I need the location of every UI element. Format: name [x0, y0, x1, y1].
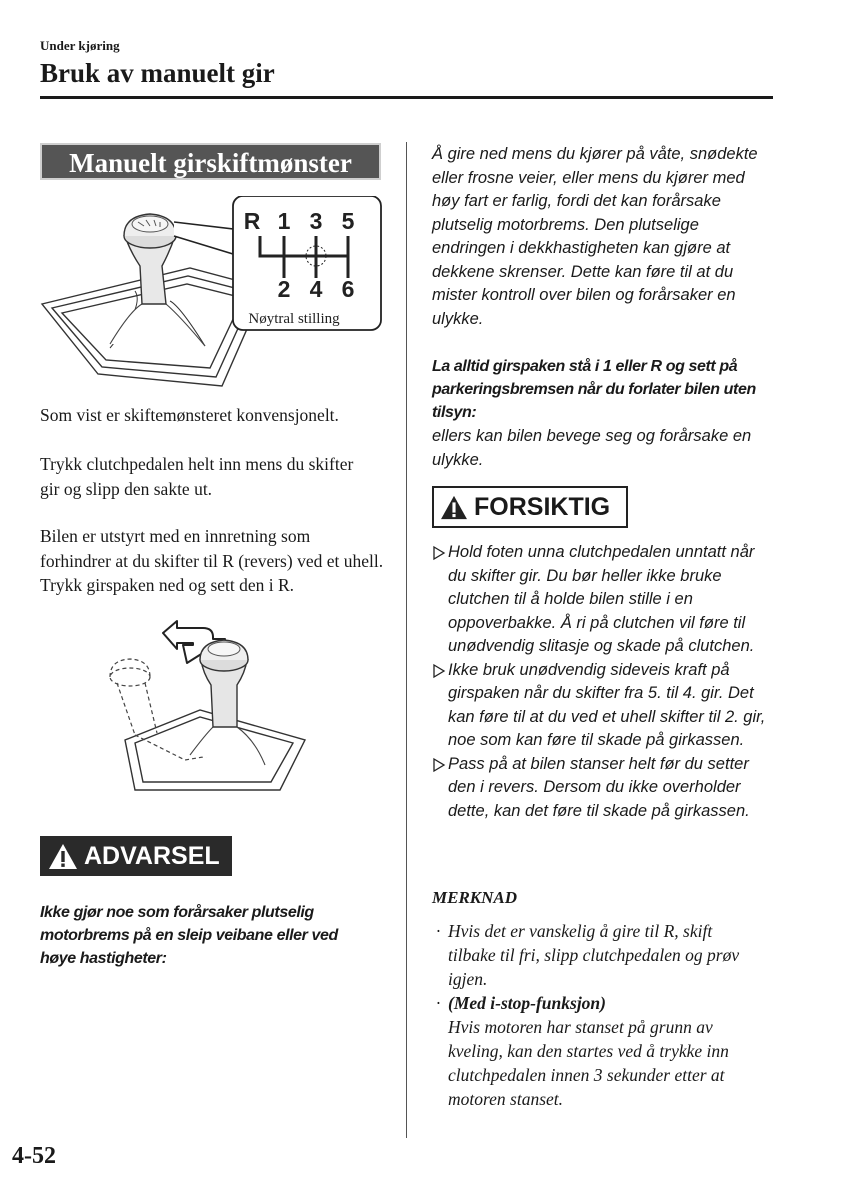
page-title: Bruk av manuelt gir: [40, 58, 275, 88]
note-list: [432, 919, 762, 1111]
gear-label-4: 4: [309, 276, 323, 302]
section-heading: Manuelt girskiftmønster: [40, 143, 381, 180]
caution-list: [432, 541, 772, 823]
gear-label-2: 2: [277, 276, 291, 302]
gear-label-3: 3: [309, 208, 323, 234]
neutral-label: Nøytral stilling: [248, 311, 340, 327]
note-heading: MERKNAD: [432, 888, 518, 907]
note-item: · Hvis det er vanskelig å gire til R, skift tilbake til fri, slipp clutchpedalen og prøv igjen.: [436, 921, 740, 989]
gear-label-6: 6: [341, 276, 355, 302]
bullet-dot-icon: ·: [436, 993, 441, 1013]
gear-label-r: R: [243, 208, 261, 234]
column-divider: [406, 142, 407, 1138]
caution-label: FORSIKTIG: [474, 492, 611, 521]
bullet-dot-icon: ·: [436, 921, 441, 941]
warning-label: ADVARSEL: [84, 841, 220, 870]
header-rule: [40, 96, 773, 99]
shift-pattern-illustration: [40, 196, 385, 391]
warning-triangle-icon: [48, 843, 78, 870]
caution-item: Ikke bruk unødvendig sideveis kraft på girspaken når du skifter fra 5. til 4. gir. Det kan føre til at du ved et uhell skifter til 2. gir, noe som kan føre til skade på girkassen.: [432, 659, 772, 753]
arrow-bullet-icon: [432, 753, 446, 775]
note-item: · (Med i-stop-funksjon) Hvis motoren har stanset på grunn av kveling, kan den startes ved å trykke inn clutchpedalen innen 3 sekunder etter at motoren stanset.: [436, 993, 729, 1109]
caution-triangle-icon: [440, 495, 468, 520]
gear-label-1: 1: [277, 208, 291, 234]
caution-item: Pass på at bilen stanser helt før du setter den i revers. Dersom du ikke overholder dette, kan det føre til skade på girkassen.: [432, 753, 772, 824]
warning-badge: [40, 836, 232, 876]
arrow-bullet-icon: [432, 659, 446, 681]
paragraph-reverse: Bilen er utstyrt med en innretning som forhindrer at du skifter til R (revers) ved et uhell. Trykk girspaken ned og sett den i R.: [40, 526, 384, 595]
reverse-shift-illustration: [105, 615, 315, 795]
gear-label-5: 5: [341, 208, 355, 234]
section-label: Under kjøring: [40, 38, 120, 53]
page-number: 4-52: [12, 1143, 56, 1169]
paragraph-clutch: Trykk clutchpedalen helt inn mens du skifter gir og slipp den sakte ut.: [40, 454, 354, 499]
warning-text: Ikke gjør noe som forårsaker plutselig motorbrems på en sleip veibane eller ved høye hastigheter:: [40, 904, 338, 967]
parking-warning-text: ellers kan bilen bevege seg og forårsake en ulykke.: [432, 427, 752, 469]
paragraph-pattern: Som vist er skiftemønsteret konvensjonelt.: [40, 405, 339, 425]
parking-warning-bold: La alltid girspaken stå i 1 eller R og sett på parkeringsbremsen når du forlater bilen uten tilsyn:: [432, 358, 756, 421]
caution-item: Hold foten unna clutchpedalen unntatt når du skifter gir. Du bør heller ikke bruke clutchen til å holde bilen stille i en oppoverbakke. Å ri på clutchen vil føre til unødvendig slitasje og skade på clutchen.: [432, 541, 772, 659]
caution-badge: [432, 486, 628, 528]
note-item-lead: (Med i-stop-funksjon): [448, 993, 606, 1013]
downshift-warning-text: Å gire ned mens du kjører på våte, snødekte eller frosne veier, eller mens du kjører med høy fart er farlig, fordi det kan forårsake plutselig motorbrems. Den plutselige endringen i dekkhastigheten kan gjøre at dekkene skrenser. Dette kan føre til at du mister kontroll over bilen og forårsaker en ulykke.: [432, 145, 758, 328]
arrow-bullet-icon: [432, 541, 446, 563]
